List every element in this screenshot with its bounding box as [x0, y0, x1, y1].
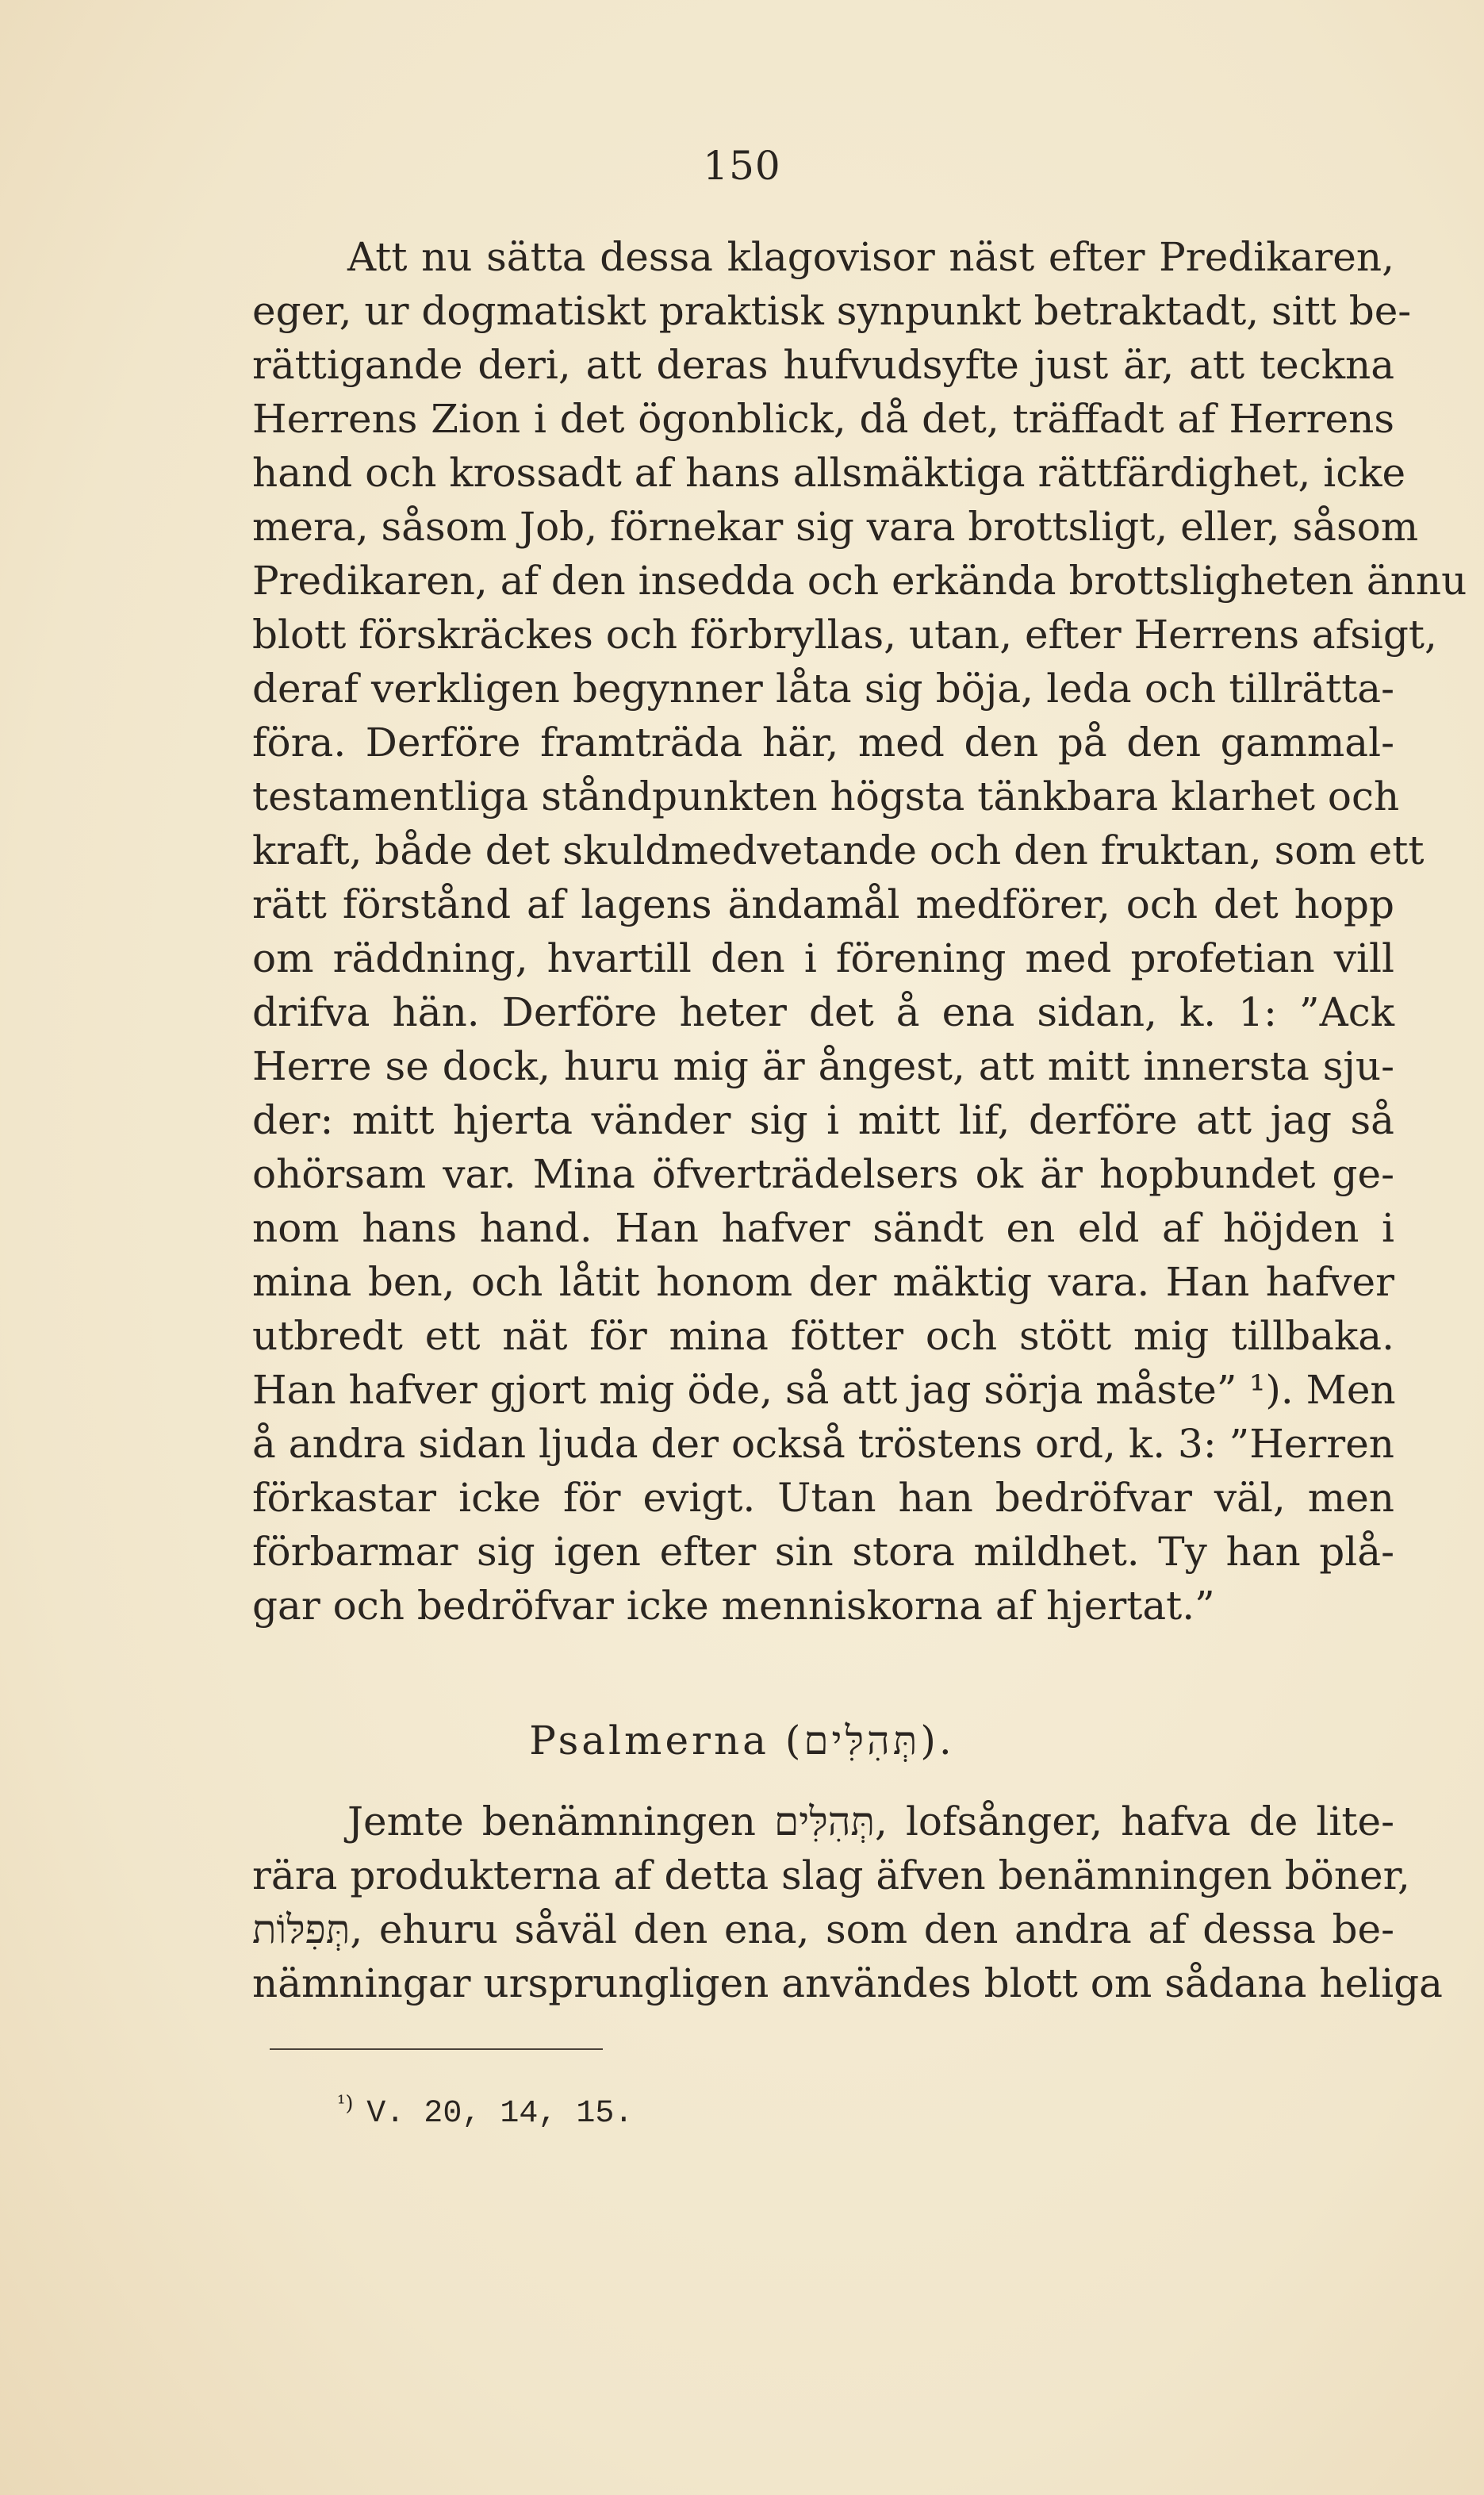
text-line: Jemte benämningen תְּהִלִּים, lofsånger, hafva de lite- — [347, 1798, 1394, 1844]
text-line: Herrens Zion i det ögonblick, då det, träffadt af Herrens — [252, 396, 1394, 442]
text-line: Han hafver gjort mig öde, så att jag sörja måste” ¹). Men — [252, 1367, 1396, 1413]
text-line: Herre se dock, huru mig är ångest, att mitt innersta sju- — [252, 1043, 1394, 1089]
text-line: förbarmar sig igen efter sin stora mildhet. Ty han plå- — [252, 1529, 1394, 1575]
text-line: förkastar icke för evigt. Utan han bedröfvar väl, men — [252, 1475, 1394, 1521]
text-line: תְּפִלּוֹת, ehuru såväl den ena, som den andra af dessa be- — [252, 1906, 1394, 1952]
text-line: nom hans hand. Han hafver sändt en eld af höjden i — [252, 1205, 1394, 1251]
text-line: å andra sidan ljuda der också tröstens ord, k. 3: ”Herren — [252, 1421, 1394, 1467]
text-line: Predikaren, af den insedda och erkända brottsligheten ännu — [252, 558, 1467, 604]
text-line: mina ben, och låtit honom der mäktig vara. Han hafver — [252, 1259, 1394, 1305]
text-line: rättigande deri, att deras hufvudsyfte just är, att teckna — [252, 342, 1394, 388]
text-line: deraf verkligen begynner låta sig böja, leda och tillrätta- — [252, 666, 1394, 712]
text-line: rära produkterna af detta slag äfven benämningen böner, — [252, 1852, 1410, 1898]
footnote — [337, 2080, 633, 2138]
text-line: ohörsam var. Mina öfverträdelsers ok är hopbundet ge- — [252, 1151, 1394, 1197]
text-line: föra. Derföre framträda här, med den på den gammal- — [252, 720, 1394, 766]
text-line: drifva hän. Derföre heter det å ena sidan, k. 1: ”Ack — [252, 989, 1394, 1035]
text-line: rätt förstånd af lagens ändamål medförer, och det hopp — [252, 881, 1394, 927]
text-line: testamentliga ståndpunkten högsta tänkbara klarhet och — [252, 773, 1400, 820]
text-line: utbredt ett nät för mina fötter och stött mig tillbaka. — [252, 1313, 1394, 1359]
footnote-marker: ¹) — [337, 2092, 354, 2116]
text-line: kraft, både det skuldmedvetande och den fruktan, som ett — [252, 827, 1425, 873]
text-line: mera, såsom Job, förnekar sig vara brottsligt, eller, såsom — [252, 504, 1419, 550]
text-line: nämningar ursprungligen användes blott om sådana heliga — [252, 1960, 1443, 2006]
text-line: hand och krossadt af hans allsmäktiga rättfärdighet, icke — [252, 450, 1406, 496]
text-line: eger, ur dogmatiskt praktisk synpunkt betraktadt, sitt be- — [252, 288, 1412, 334]
text-line: om räddning, hvartill den i förening med profetian vill — [252, 935, 1394, 981]
footnote-divider — [270, 2048, 603, 2050]
text-line: Att nu sätta dessa klagovisor näst efter Predikaren, — [347, 234, 1394, 280]
section-heading: Psalmerna (תְּהִלִּים). — [529, 1718, 955, 1764]
page-number: 150 — [703, 143, 781, 189]
footnote-text: V. 20, 14, 15. — [366, 2096, 634, 2132]
text-line: gar och bedröfvar icke menniskorna af hjertat.” — [252, 1583, 1215, 1629]
text-line: blott förskräckes och förbryllas, utan, efter Herrens afsigt, — [252, 612, 1437, 658]
text-line: der: mitt hjerta vänder sig i mitt lif, derföre att jag så — [252, 1097, 1394, 1143]
